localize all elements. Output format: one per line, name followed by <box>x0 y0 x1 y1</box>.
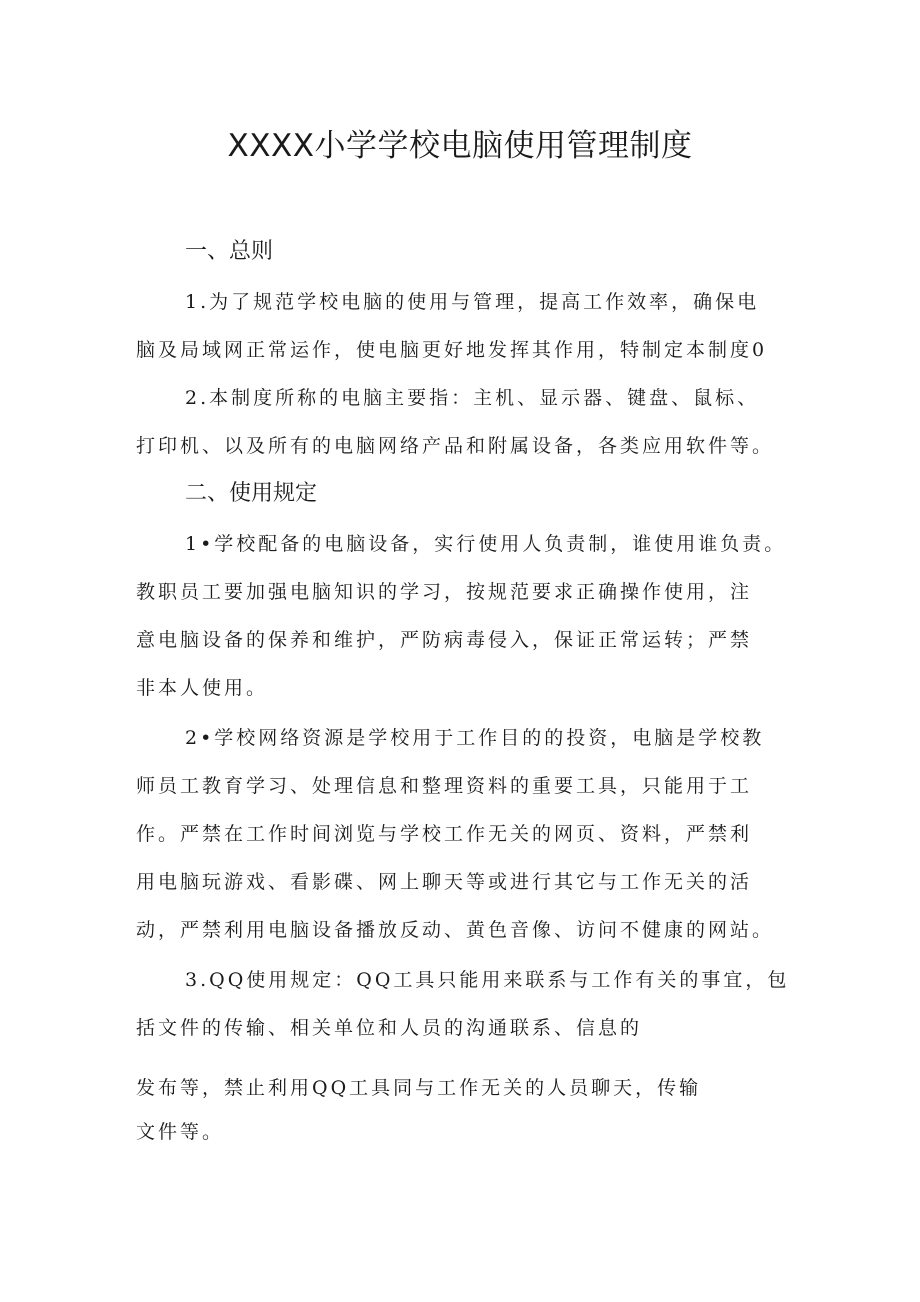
section-heading-general: 一、总则 <box>185 239 274 264</box>
paragraph-line: 2•学校网络资源是学校用于工作目的的投资，电脑是学校教 <box>185 727 765 749</box>
paragraph-line: 脑及局域网正常运作，使电脑更好地发挥其作用，特制定本制度0 <box>136 339 768 361</box>
paragraph-line: 括文件的传输、相关单位和人员的沟通联系、信息的 <box>136 1017 643 1039</box>
section-heading-usage-rules: 二、使用规定 <box>185 481 318 506</box>
paragraph-line: 打印机、以及所有的电脑网络产品和附属设备，各类应用软件等。 <box>136 435 775 457</box>
paragraph-line: 教职员工要加强电脑知识的学习，按规范要求正确操作使用，注 <box>136 581 753 603</box>
paragraph-line: 发布等，禁止利用QQ工具同与工作无关的人员聊天，传输 <box>136 1077 702 1099</box>
paragraph-line: 文件等。 <box>136 1121 225 1143</box>
paragraph-line: 1.为了规范学校电脑的使用与管理，提高工作效率，确保电 <box>185 291 760 313</box>
paragraph-line: 作。严禁在工作时间浏览与学校工作无关的网页、资料，严禁利 <box>136 823 753 845</box>
paragraph-line: 动，严禁利用电脑设备播放反动、黄色音像、访问不健康的网站。 <box>136 919 775 941</box>
paragraph-line: 师员工教育学习、处理信息和整理资料的重要工具，只能用于工 <box>136 775 753 797</box>
paragraph-line: 1•学校配备的电脑设备，实行使用人负责制，谁使用谁负责。 <box>185 533 787 555</box>
paragraph-line: 非本人使用。 <box>136 677 269 699</box>
paragraph-line: 意电脑设备的保养和维护，严防病毒侵入，保证正常运转；严禁 <box>136 629 753 651</box>
paragraph-line: 3.QQ使用规定：QQ工具只能用来联系与工作有关的事宜，包 <box>185 969 790 991</box>
document-title: XXXX小学学校电脑使用管理制度 <box>227 128 693 164</box>
paragraph-line: 2.本制度所称的电脑主要指：主机、显示器、键盘、鼠标、 <box>185 387 760 409</box>
paragraph-line: 用电脑玩游戏、看影碟、网上聊天等或进行其它与工作无关的活 <box>136 871 753 893</box>
